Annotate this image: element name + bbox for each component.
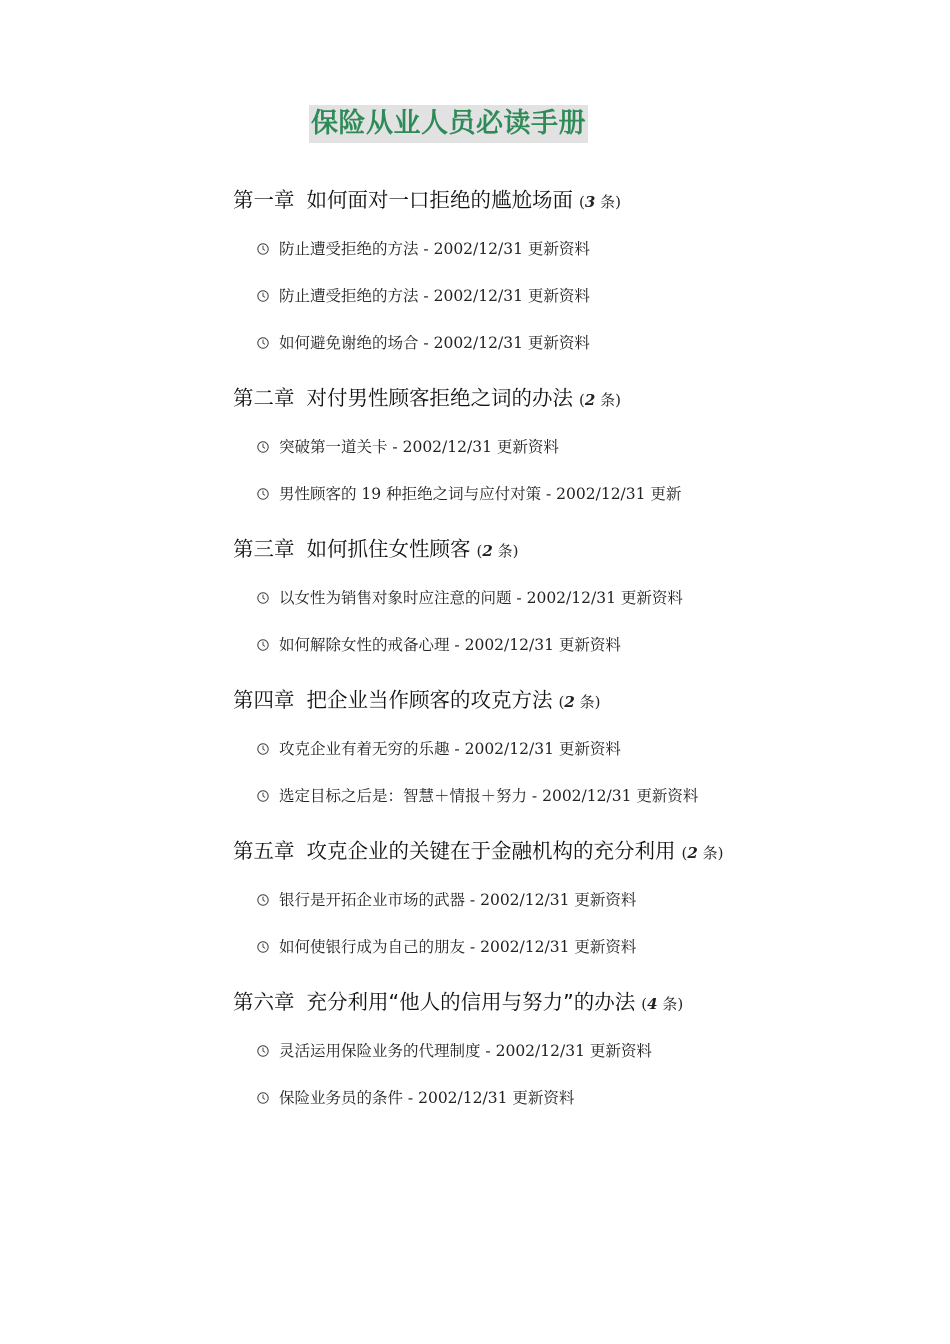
list-item[interactable] bbox=[233, 888, 913, 935]
count-open-paren: ( bbox=[558, 693, 565, 711]
list-item-text: 银行是开拓企业市场的武器 - 2002/12/31 更新资料 bbox=[279, 891, 637, 909]
list-item[interactable] bbox=[233, 784, 913, 831]
clock-bullet-icon bbox=[256, 487, 270, 501]
chapter-item-count bbox=[682, 844, 724, 862]
chapter-item-count bbox=[477, 542, 519, 560]
list-item-text: 如何使银行成为自己的朋友 - 2002/12/31 更新资料 bbox=[279, 938, 637, 956]
chapter-title: 把企业当作顾客的攻克方法 bbox=[306, 688, 553, 712]
page-title: 保险从业人员必读手册 bbox=[309, 105, 588, 143]
clock-bullet-icon bbox=[256, 336, 270, 350]
chapter-heading bbox=[233, 680, 913, 720]
count-number: 3 bbox=[584, 193, 596, 211]
count-unit: 条) bbox=[702, 844, 724, 862]
clock-bullet-icon bbox=[256, 742, 270, 756]
chapter-heading bbox=[233, 378, 913, 418]
chapter-item-count bbox=[641, 995, 683, 1013]
clock-bullet-icon bbox=[256, 242, 270, 256]
list-item-text: 灵活运用保险业务的代理制度 - 2002/12/31 更新资料 bbox=[279, 1042, 652, 1060]
list-item-text: 防止遭受拒绝的方法 - 2002/12/31 更新资料 bbox=[279, 287, 590, 305]
chapter-heading bbox=[233, 180, 913, 220]
count-open-paren: ( bbox=[579, 193, 585, 211]
count-number: 2 bbox=[687, 844, 698, 862]
chapter-number: 第一章 bbox=[233, 188, 295, 212]
table-of-contents bbox=[233, 180, 913, 1133]
list-item[interactable] bbox=[233, 633, 913, 680]
clock-bullet-icon bbox=[256, 940, 270, 954]
clock-bullet-icon bbox=[256, 789, 270, 803]
chapter-number: 第六章 bbox=[233, 990, 295, 1014]
count-open-paren: ( bbox=[641, 995, 648, 1013]
chapter-section bbox=[233, 378, 913, 529]
count-unit: 条) bbox=[600, 193, 621, 211]
chapter-section bbox=[233, 680, 913, 831]
chapter-number: 第五章 bbox=[233, 839, 295, 863]
clock-bullet-icon bbox=[256, 638, 270, 652]
clock-bullet-icon bbox=[256, 893, 270, 907]
list-item[interactable] bbox=[233, 237, 913, 284]
list-item-text: 以女性为销售对象时应注意的问题 - 2002/12/31 更新资料 bbox=[279, 589, 683, 607]
count-unit: 条) bbox=[497, 542, 519, 560]
chapter-section bbox=[233, 831, 913, 982]
list-item-text: 防止遭受拒绝的方法 - 2002/12/31 更新资料 bbox=[279, 240, 590, 258]
chapter-heading bbox=[233, 831, 913, 871]
chapter-heading bbox=[233, 529, 913, 569]
list-item[interactable] bbox=[233, 935, 913, 982]
clock-bullet-icon bbox=[256, 1091, 270, 1105]
chapter-item-count bbox=[579, 193, 621, 211]
clock-bullet-icon bbox=[256, 591, 270, 605]
chapter-title: 如何抓住女性顾客 bbox=[306, 537, 471, 561]
list-item-text: 如何解除女性的戒备心理 - 2002/12/31 更新资料 bbox=[279, 636, 621, 654]
chapter-item-count bbox=[559, 693, 601, 711]
count-number: 2 bbox=[564, 693, 575, 711]
count-number: 2 bbox=[482, 542, 493, 560]
list-item[interactable] bbox=[233, 1086, 913, 1133]
list-item-text: 突破第一道关卡 - 2002/12/31 更新资料 bbox=[279, 438, 559, 456]
chapter-item-count bbox=[579, 391, 621, 409]
list-item[interactable] bbox=[233, 435, 913, 482]
list-item-text: 男性顾客的 19 种拒绝之词与应付对策 - 2002/12/31 更新 bbox=[279, 485, 682, 503]
chapter-number: 第四章 bbox=[233, 688, 295, 712]
chapter-number: 第三章 bbox=[233, 537, 295, 561]
count-unit: 条) bbox=[600, 391, 621, 409]
chapter-section bbox=[233, 982, 913, 1133]
chapter-title: 攻克企业的关键在于金融机构的充分利用 bbox=[306, 839, 676, 863]
count-number: 2 bbox=[584, 391, 596, 409]
count-unit: 条) bbox=[579, 693, 601, 711]
list-item[interactable] bbox=[233, 586, 913, 633]
chapter-section bbox=[233, 529, 913, 680]
list-item-text: 攻克企业有着无穷的乐趣 - 2002/12/31 更新资料 bbox=[279, 740, 621, 758]
clock-bullet-icon bbox=[256, 440, 270, 454]
chapter-number: 第二章 bbox=[233, 386, 295, 410]
clock-bullet-icon bbox=[256, 1044, 270, 1058]
count-open-paren: ( bbox=[579, 391, 585, 409]
count-unit: 条) bbox=[662, 995, 684, 1013]
list-item[interactable] bbox=[233, 331, 913, 378]
count-open-paren: ( bbox=[476, 542, 483, 560]
clock-bullet-icon bbox=[256, 289, 270, 303]
list-item-text: 选定目标之后是：智慧＋情报＋努力 - 2002/12/31 更新资料 bbox=[279, 787, 699, 805]
chapter-title: 对付男性顾客拒绝之词的办法 bbox=[306, 386, 573, 410]
title-wrap bbox=[0, 105, 897, 143]
list-item-text: 保险业务员的条件 - 2002/12/31 更新资料 bbox=[279, 1089, 575, 1107]
list-item[interactable] bbox=[233, 482, 913, 529]
chapter-heading bbox=[233, 982, 913, 1022]
list-item[interactable] bbox=[233, 1039, 913, 1086]
list-item[interactable] bbox=[233, 737, 913, 784]
chapter-title: 充分利用“他人的信用与努力”的办法 bbox=[306, 990, 636, 1014]
list-item-text: 如何避免谢绝的场合 - 2002/12/31 更新资料 bbox=[279, 334, 590, 352]
list-item[interactable] bbox=[233, 284, 913, 331]
chapter-title: 如何面对一口拒绝的尴尬场面 bbox=[306, 188, 573, 212]
count-number: 4 bbox=[647, 995, 658, 1013]
count-open-paren: ( bbox=[681, 844, 688, 862]
chapter-section bbox=[233, 180, 913, 378]
